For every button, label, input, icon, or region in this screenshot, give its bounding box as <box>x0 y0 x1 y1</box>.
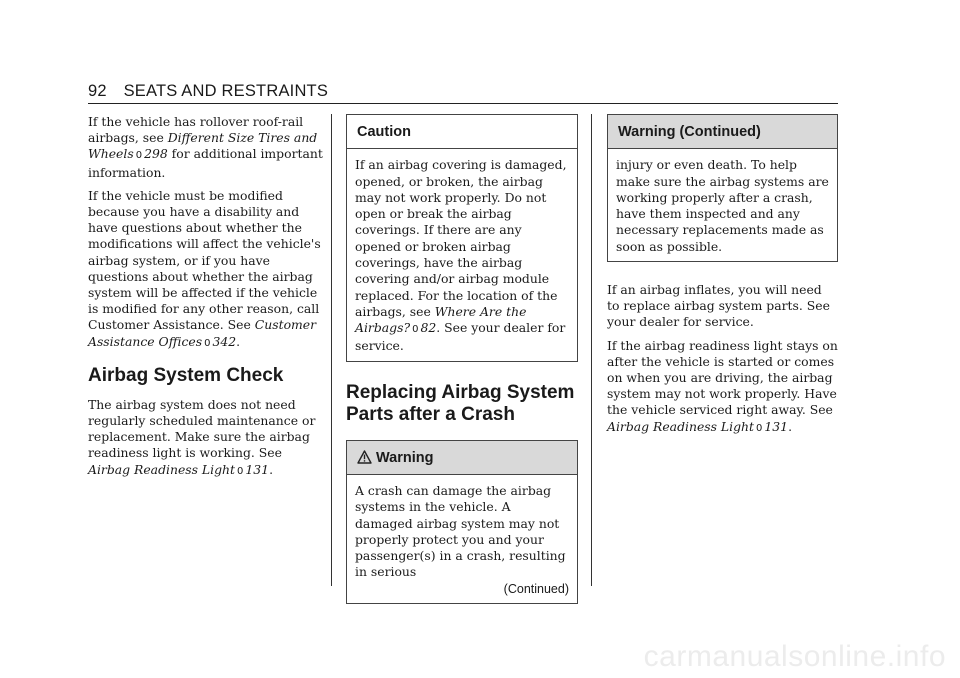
reference-arrow-icon: 0 <box>204 337 211 349</box>
warning-continued-body: injury or even death. To help make sure the airbag systems are working properly after a crash, have them inspected and any necessary replacements made as soon as possible. <box>616 157 829 254</box>
cross-reference-link[interactable]: Where Are the Airbags? <box>355 303 527 336</box>
column-divider <box>331 114 332 586</box>
watermark: carmanualsonline.info <box>643 640 946 673</box>
paragraph: If the vehicle must be modified because you have a disability and have questions about whether the modifications will affect the vehicle's airbag system, or if you have questions about whether the airbag system will be affected if the vehicle is modified for any other reason, call Customer Assistance. See Customer Assistance Offices 0 342. <box>88 187 321 349</box>
caution-box <box>346 114 578 362</box>
column-2 <box>346 114 578 618</box>
column-3 <box>607 114 838 444</box>
cross-reference-link[interactable]: Different Size Tires and Wheels <box>88 130 318 162</box>
paragraph: If an airbag inflates, you will need to replace airbag system parts. See your dealer for service. <box>607 281 830 330</box>
cross-reference-link[interactable]: Airbag Readiness Light <box>607 418 755 434</box>
warning-header <box>347 441 577 475</box>
column-divider <box>591 114 592 586</box>
page-reference[interactable]: 82 <box>420 320 437 336</box>
warning-body: A crash can damage the airbag systems in the vehicle. A damaged airbag system may not properly protect you and your passenger(s) in a crash, resulting in serious (Continued) <box>355 482 569 596</box>
paragraph: If the airbag readiness light stays on after the vehicle is started or comes on when you are driving, the airbag system may not work properly. Have the vehicle serviced right away. See Airbag Readiness Light 0 131. <box>607 337 838 434</box>
page-reference[interactable]: 298 <box>144 146 168 162</box>
page-reference[interactable]: 131 <box>245 461 270 477</box>
warning-box <box>346 440 578 604</box>
page-reference[interactable]: 342 <box>212 333 237 349</box>
reference-arrow-icon: 0 <box>412 324 419 336</box>
page-header <box>88 82 838 101</box>
reference-arrow-icon: 0 <box>135 150 143 162</box>
paragraph: If the vehicle has rollover roof-rail airbags, see Different Size Tires and Wheels 0 298 for additional important information. <box>88 114 323 180</box>
section-heading: Airbag System Check <box>88 364 284 386</box>
caution-body: If an airbag covering is damaged, opened, or broken, the airbag may not work properly. Do not open or break the airbag coverings. If there are any opened or broken airbag coverings, have the airbag covering and/or airbag module replaced. For the location of the airbags, see Where Are the Airbags? 0 82. See your dealer for service. <box>355 157 567 354</box>
reference-arrow-icon: 0 <box>756 422 763 434</box>
warning-continued-title: Warning (Continued) <box>608 115 837 149</box>
warning-continued-box <box>607 114 838 262</box>
column-1 <box>88 114 324 487</box>
cross-reference-link[interactable]: Customer Assistance Offices <box>88 317 317 349</box>
section-heading: Replacing Airbag System Parts after a Crash <box>346 381 575 425</box>
warning-title: Warning <box>376 449 434 466</box>
header-rule <box>88 103 838 104</box>
page-number: 92 <box>88 82 107 100</box>
section-title: SEATS AND RESTRAINTS <box>123 82 329 100</box>
page-reference[interactable]: 131 <box>764 418 789 434</box>
caution-title: Caution <box>347 115 577 149</box>
paragraph: The airbag system does not need regularly scheduled maintenance or replacement. Make sure the airbag readiness light is working. See Airbag Readiness Light 0 131. <box>88 396 316 477</box>
warning-triangle-icon <box>357 450 372 464</box>
continued-label: (Continued) <box>503 581 569 596</box>
cross-reference-link[interactable]: Airbag Readiness Light <box>88 461 236 477</box>
reference-arrow-icon: 0 <box>237 465 244 477</box>
